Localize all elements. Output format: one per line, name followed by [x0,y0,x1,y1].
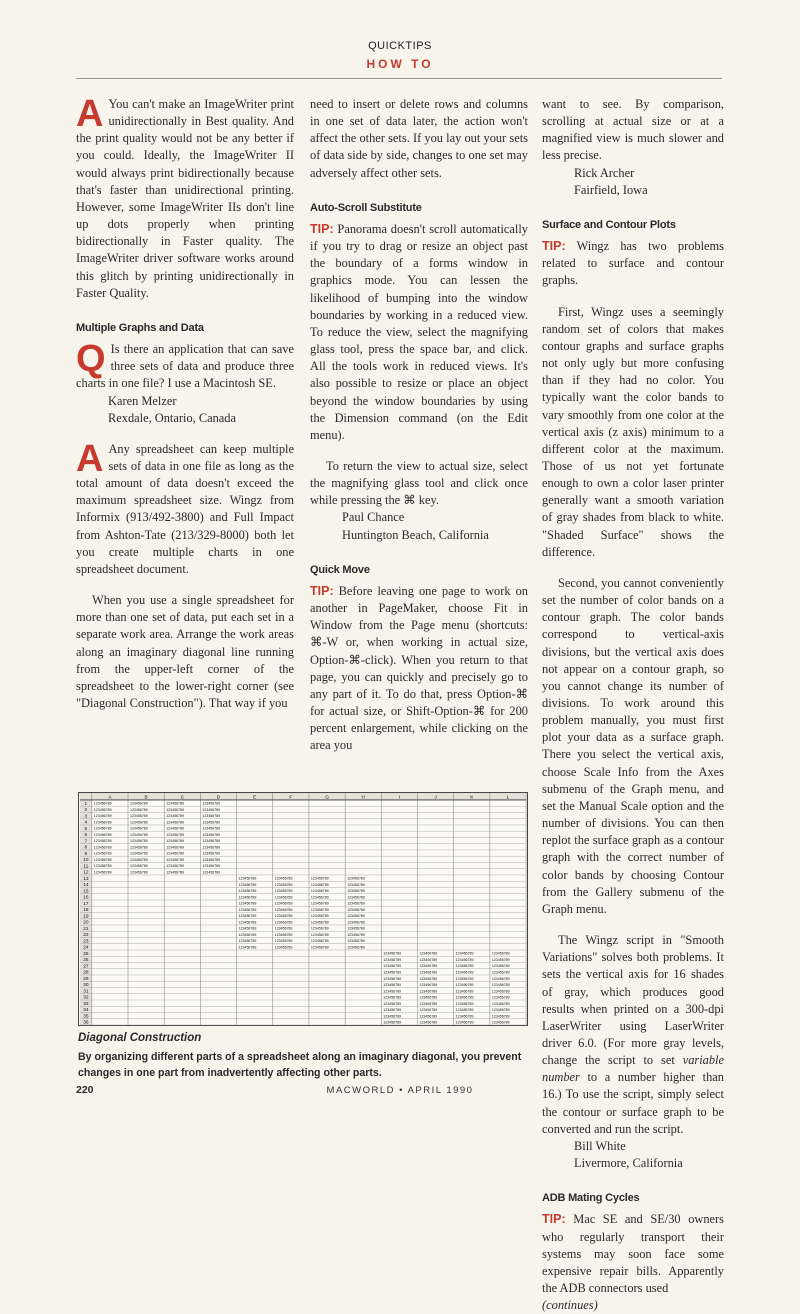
cell-value: 123456789 [166,864,184,869]
cell-value: 123456789 [455,989,474,994]
cell-value: 123456789 [347,882,365,887]
cell-value: 123456789 [166,851,184,856]
question-text: Is there an application that can save three sets of data and produce three charts in one file? I use a Macintosh SE. [76,342,294,391]
cell-value: 123456789 [129,801,148,806]
cell-value: 123456789 [491,1020,510,1025]
row-header: 29 [83,976,89,982]
cell-value: 123456789 [347,926,365,931]
row-header: 24 [83,945,89,951]
signature-name: Bill White [574,1138,626,1153]
cell-value: 123456789 [455,951,474,956]
cell-value: 123456789 [419,1001,438,1006]
column-header: H [361,795,365,801]
cell-value: 123456789 [202,814,221,819]
tip-text: Panorama doesn't scroll automatically if you try to drag or resize an object past the boundary of a forms window in graphics mode. You can lessen the likelihood of bumping into the window boundaries by working in a reduced view. To reduce the view, select the magnifying glass tool, press the space bar, and click. All the tools work in reduced views. It's also possible to resize or place an object beyond the window boundaries by using the Dimension command (on the Edit menu). [310,221,528,442]
cell-value: 123456789 [383,1020,402,1025]
column-1 [76,93,294,792]
cell-value: 123456789 [310,939,329,944]
row-header: 12 [83,870,89,876]
heading-multiple-graphs: Multiple Graphs and Data [76,321,204,334]
continues-note: (continues) [542,1298,598,1313]
heading-auto-scroll: Auto-Scroll Substitute [310,201,422,214]
signature-place: Fairfield, Iowa [574,182,648,197]
row-header: 10 [83,858,89,864]
diagonal-construction-figure [78,792,528,1026]
cell-value: 123456789 [491,1014,510,1019]
cell-value: 123456789 [274,926,293,931]
cell-value: 123456789 [238,876,257,881]
column-header: E [253,795,257,801]
cell-value: 123456789 [455,957,474,962]
cell-value: 123456789 [383,1001,402,1006]
row-header: 5 [84,826,88,832]
cell-value: 123456789 [202,857,221,862]
cell-value: 123456789 [310,945,329,950]
cell-value: 123456789 [383,964,402,969]
cell-value: 123456789 [455,964,474,969]
cell-value: 123456789 [491,1001,510,1006]
row-header: 19 [83,914,89,920]
drop-cap: Q [76,338,106,381]
cell-value: 123456789 [129,857,148,862]
row-header: 27 [83,964,89,970]
signature-name: Karen Melzer [108,393,177,408]
cell-value: 123456789 [274,889,293,894]
cell-value: 123456789 [455,1008,474,1013]
cell-value: 123456789 [491,1008,510,1013]
row-header: 35 [83,1014,89,1020]
tip-adb [542,1211,724,1297]
cell-value: 123456789 [310,901,329,906]
answer-1 [76,93,294,302]
cell-value: 123456789 [166,870,184,875]
signature-name: Rick Archer [574,165,635,180]
cell-value: 123456789 [419,989,438,994]
cell-value: 123456789 [455,1014,474,1019]
row-header: 21 [83,926,89,932]
spreadsheet-figure [78,792,528,1026]
cell-value: 123456789 [347,914,365,919]
cell-value: 123456789 [347,895,365,900]
row-header: 28 [83,970,89,976]
cell-value: 123456789 [202,807,221,812]
cell-value: 123456789 [347,939,365,944]
row-header: 1 [84,801,88,807]
paragraph [542,932,724,1138]
cell-value: 123456789 [491,970,510,975]
row-header: 31 [83,989,89,995]
cell-value: 123456789 [238,882,257,887]
cell-value: 123456789 [93,845,112,850]
cell-value: 123456789 [310,926,329,931]
cell-value: 123456789 [274,895,293,900]
cell-value: 123456789 [347,901,365,906]
magazine-footer: MACWORLD • APRIL 1990 [326,1085,474,1096]
cell-value: 123456789 [274,920,293,925]
row-header: 34 [83,1008,89,1014]
heading-quick-move: Quick Move [310,563,370,576]
cell-value: 123456789 [347,932,365,937]
cell-value: 123456789 [93,870,112,875]
cell-value: 123456789 [202,851,221,856]
cell-value: 123456789 [455,970,474,975]
column-header: K [470,795,474,801]
kicker-label: QUICKTIPS [368,40,432,52]
paragraph: Second, you cannot conveniently set the number of color bands on a contour graph. The color bands correspond to vertical-axis divisions, but the vertical axis does not appear on a contour graph, so you cannot change its number of divisions. To work around this problem manually, you must first plot your data as a surface graph. There you select the vertical axis, choose Scale Info from the Axes submenu of the Graph menu, and set the Manual Scale option and the number of divisions. You can then replot the surface graph as a contour graph with the correct number of color bands by choosing Contour from the Gallery submenu of the Graph menu. [542,575,724,916]
cell-value: 123456789 [274,939,293,944]
cell-value: 123456789 [274,945,293,950]
row-header: 30 [83,983,89,989]
tip-quick-move [310,583,528,755]
tip-text: Before leaving one page to work on another in PageMaker, choose Fit in Window from the Page menu (shortcuts: ⌘-W or, when working in actual size, Option-⌘-click). When you return to that page, you can quickly and precisely go to any part of it. To do that, press Option-⌘ for actual size, or Shift-Option-⌘ for 200 percent enlargement, while clicking on the area you [310,583,528,753]
cell-value: 123456789 [238,895,257,900]
row-header: 20 [83,920,89,926]
cell-value: 123456789 [419,983,438,988]
column-2 [310,96,528,792]
cell-value: 123456789 [310,920,329,925]
cell-value: 123456789 [491,989,510,994]
row-header: 36 [83,1020,89,1026]
figure-caption-title: Diagonal Construction [78,1032,202,1044]
cell-value: 123456789 [202,845,221,850]
cell-value: 123456789 [93,801,112,806]
row-header: 16 [83,895,89,901]
row-header: 32 [83,995,89,1001]
cell-value: 123456789 [455,1001,474,1006]
cell-value: 123456789 [383,1008,402,1013]
column-header: I [398,795,401,801]
cell-value: 123456789 [238,889,257,894]
row-header: 18 [83,908,89,914]
paragraph: First, Wingz uses a seemingly random set of colors that makes contour graphs and surface graphs not only ugly but more confusing than if they had no color. You typically want the color bands to vary smoothly from one color at the vertical axis (z axis) minimum to a different color at the maximum. Those of us not yet fortunate enough to own a color laser printer generally want a smooth variation of gray shades from black to white. "Shaded Surface" shows the difference. [542,304,724,559]
column-header: J [434,795,437,801]
question [76,338,294,392]
cell-value: 123456789 [274,882,293,887]
cell-value: 123456789 [166,857,184,862]
row-header: 7 [84,839,88,845]
cell-value: 123456789 [129,851,148,856]
cell-value: 123456789 [383,970,402,975]
cell-value: 123456789 [238,939,257,944]
cell-value: 123456789 [383,976,402,981]
tip-auto-scroll [310,221,528,444]
cell-value: 123456789 [347,876,365,881]
cell-value: 123456789 [166,807,184,812]
cell-value: 123456789 [202,801,221,806]
cell-value: 123456789 [383,951,402,956]
cell-value: 123456789 [129,870,148,875]
cell-value: 123456789 [238,932,257,937]
paragraph-text: The Wingz script in "Smooth Variations" solves both problems. It sets the vertical axis for 16 shades of gray, which produces good results when printed on a 300-dpi LaserWriter using LaserWriter driver 6.0. (For more gray levels, change the script to set [542,933,724,1068]
column-header: C [180,795,185,801]
column-header: D [216,795,221,801]
column-3 [542,96,724,1313]
cell-value: 123456789 [166,801,184,806]
paragraph: want to see. By comparison, scrolling at actual size or at a magnified view is much slower and less precise. [542,97,724,163]
cell-value: 123456789 [93,857,112,862]
cell-value: 123456789 [129,820,148,825]
column-header: F [289,795,293,801]
answer-2-text: Any spreadsheet can keep multiple sets of data in one file as long as the total amount of data doesn't exceed the maximum spreadsheet size. Wingz from Informix (913/492-3800) and Full Impact from Ashton-Tate (213/329-8000) both let you create multiple charts in one spreadsheet document. [76,441,294,576]
row-header: 25 [83,951,89,957]
cell-value: 123456789 [491,951,510,956]
cell-value: 123456789 [166,832,184,837]
answer-1-text: You can't make an ImageWriter print unidirectionally in Best quality. And the print quality would not be any better if you could. Ideally, the ImageWriter II would always print bidirectionally because that's faster than unidirectional printing. However, some ImageWriter IIs don't line up dots properly when printing bidirectionally in Faster quality. The ImageWriter driver software works around this glitch by printing unidirectionally in Faster Quality. [76,97,294,300]
paragraph: When you use a single spreadsheet for more than one set of data, put each set in a separate work area. Arrange the work areas along an imaginary diagonal line running from the upper-left corner of the spreadsheet to the lower-right corner (see "Diagonal Construction"). That way if you [76,593,294,710]
cell-value: 123456789 [455,1020,474,1025]
cell-value: 123456789 [383,989,402,994]
row-header: 9 [84,851,88,857]
row-header: 8 [84,845,88,851]
figure-caption-text: By organizing different parts of a spreadsheet along an imaginary diagonal, you prevent changes in one part from inadvertently affecting other parts. [78,1051,522,1079]
cell-value: 123456789 [383,983,402,988]
drop-cap: A [76,437,104,480]
cell-value: 123456789 [383,1014,402,1019]
cell-value: 123456789 [419,964,438,969]
cell-value: 123456789 [202,839,221,844]
column-header: B [144,795,148,801]
cell-value: 123456789 [274,901,293,906]
cell-value: 123456789 [129,845,148,850]
cell-value: 123456789 [238,901,257,906]
cell-value: 123456789 [491,976,510,981]
row-header: 22 [83,933,89,939]
cell-value: 123456789 [202,832,221,837]
cell-value: 123456789 [274,914,293,919]
row-header: 2 [84,808,88,814]
cell-value: 123456789 [129,814,148,819]
cell-value: 123456789 [93,839,112,844]
cell-value: 123456789 [93,826,112,831]
cell-value: 123456789 [166,814,184,819]
signature-place: Rexdale, Ontario, Canada [108,410,236,425]
cell-value: 123456789 [238,920,257,925]
signature-name: Paul Chance [342,510,405,525]
cell-value: 123456789 [202,820,221,825]
cell-value: 123456789 [455,995,474,1000]
cell-value: 123456789 [419,976,438,981]
row-header: 4 [84,820,88,826]
cell-value: 123456789 [238,907,257,912]
cell-value: 123456789 [419,1020,438,1025]
cell-value: 123456789 [491,983,510,988]
answer-2 [76,437,294,578]
cell-value: 123456789 [129,826,148,831]
cell-value: 123456789 [310,876,329,881]
column-header: L [506,795,510,801]
cell-value: 123456789 [347,907,365,912]
cell-value: 123456789 [93,832,112,837]
paragraph: need to insert or delete rows and columns in one set of data later, the action won't affect the other sets. If you lay out your sets of data side by side, changes to one set may adversely affect other sets. [310,97,528,180]
cell-value: 123456789 [166,845,184,850]
row-header: 17 [83,901,89,907]
cell-value: 123456789 [129,832,148,837]
column-header: A [108,795,112,801]
cell-value: 123456789 [93,814,112,819]
tip-text: Mac SE and SE/30 owners who regularly transport their systems may soon face some expensive repair bills. Apparently the ADB connectors used [542,1212,724,1295]
heading-adb: ADB Mating Cycles [542,1192,640,1205]
cell-value: 123456789 [166,826,184,831]
cell-value: 123456789 [310,907,329,912]
tip-label: TIP: [310,221,334,236]
tip-label: TIP: [310,583,334,598]
variable-term: variable number [542,1053,724,1085]
cell-value: 123456789 [202,826,221,831]
row-header: 23 [83,939,89,945]
drop-cap: A [76,93,104,135]
tip-surface [542,238,724,289]
cell-value: 123456789 [129,839,148,844]
cell-value: 123456789 [383,957,402,962]
cell-value: 123456789 [383,995,402,1000]
cell-value: 123456789 [238,914,257,919]
cell-value: 123456789 [310,914,329,919]
page-header [0,40,800,71]
cell-value: 123456789 [274,907,293,912]
tip-label: TIP: [542,239,566,254]
cell-value: 123456789 [238,945,257,950]
cell-value: 123456789 [166,820,184,825]
heading-surface-contour: Surface and Contour Plots [542,218,676,231]
row-header: 15 [83,889,89,895]
signature-place: Huntington Beach, California [342,527,489,542]
row-header: 6 [84,833,88,839]
paragraph: To return the view to actual size, select the magnifying glass tool and click once while pressing the ⌘ key. [310,458,528,508]
tip-label: TIP: [542,1212,566,1227]
cell-value: 123456789 [455,983,474,988]
cell-value: 123456789 [129,807,148,812]
tip-text: Wingz has two problems related to surface and contour graphs. [542,239,724,288]
cell-value: 123456789 [93,864,112,869]
cell-value: 123456789 [93,851,112,856]
cell-value: 123456789 [419,1014,438,1019]
cell-value: 123456789 [491,964,510,969]
cell-value: 123456789 [238,926,257,931]
section-label: HOW TO [366,57,434,71]
cell-value: 123456789 [455,976,474,981]
row-header: 3 [84,814,88,820]
cell-value: 123456789 [419,957,438,962]
row-header: 13 [83,876,89,882]
cell-value: 123456789 [347,889,365,894]
cell-value: 123456789 [419,951,438,956]
cell-value: 123456789 [274,932,293,937]
cell-value: 123456789 [310,889,329,894]
cell-value: 123456789 [419,970,438,975]
cell-value: 123456789 [347,920,365,925]
cell-value: 123456789 [202,870,221,875]
cell-value: 123456789 [310,882,329,887]
row-header: 26 [83,958,89,964]
cell-value: 123456789 [419,995,438,1000]
cell-value: 123456789 [310,895,329,900]
cell-value: 123456789 [310,932,329,937]
cell-value: 123456789 [166,839,184,844]
column-header: G [325,795,329,801]
cell-value: 123456789 [274,876,293,881]
cell-value: 123456789 [491,995,510,1000]
header-rule [76,78,722,79]
page-number: 220 [76,1084,94,1096]
cell-value: 123456789 [202,864,221,869]
cell-value: 123456789 [129,864,148,869]
cell-value: 123456789 [419,1008,438,1013]
signature-place: Livermore, California [574,1156,683,1171]
cell-value: 123456789 [491,957,510,962]
row-header: 14 [83,883,89,889]
cell-value: 123456789 [93,820,112,825]
row-header: 11 [83,864,89,870]
cell-value: 123456789 [93,807,112,812]
row-header: 33 [83,1001,89,1007]
paragraph-text: to a number higher than 16.) To use the script, simply select the contour or surface graph to be converted and run the script. [542,1070,724,1136]
cell-value: 123456789 [347,945,365,950]
